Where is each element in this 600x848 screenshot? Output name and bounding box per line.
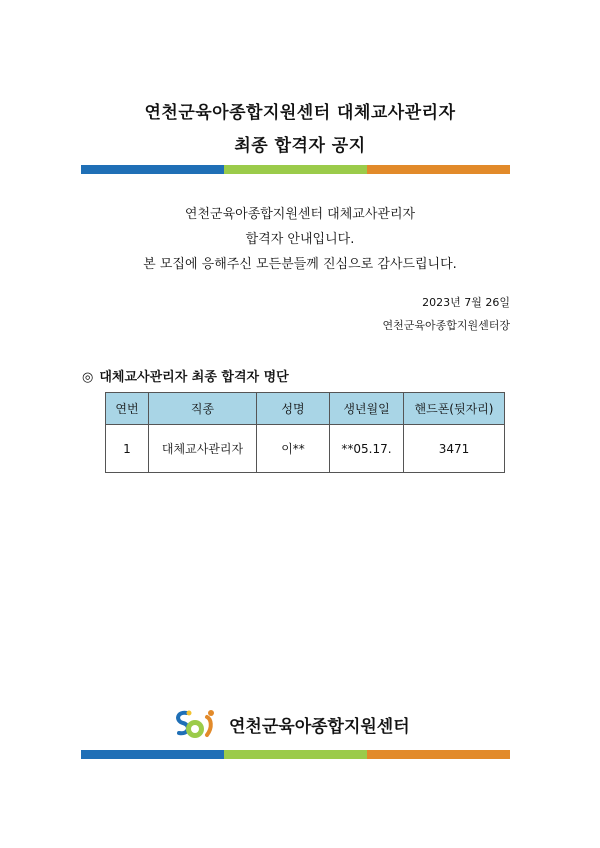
cell-phone: 3471 [404,425,505,473]
table-header-row [106,393,505,425]
body-line-3: 본 모집에 응해주신 모든분들께 진심으로 감사드립니다. [143,257,457,272]
cell-birthdate: **05.17. [330,425,404,473]
top-color-bar [81,165,510,174]
section-heading [82,366,289,385]
center-logo-icon [173,707,219,741]
bar-blue [81,750,224,759]
bar-orange [367,750,510,759]
footer-logo [173,707,410,741]
bottom-color-bar [81,750,510,759]
footer-org-name: 연천군육아종합지원센터 [229,716,410,737]
bar-green [224,165,367,174]
cell-job: 대체교사관리자 [149,425,257,473]
title-line-1: 연천군육아종합지원센터 대체교사관리자 [144,103,456,123]
bar-orange [367,165,510,174]
result-table [105,392,505,473]
section-title: 대체교사관리자 최종 합격자 명단 [99,370,289,385]
signatory-org: 연천군육아종합지원센터장 [382,319,510,332]
col-header-job: 직종 [149,393,257,425]
col-header-name: 성명 [257,393,330,425]
body-line-1: 연천군육아종합지원센터 대체교사관리자 [184,207,416,222]
col-header-phone: 핸드폰(뒷자리) [404,393,505,425]
bar-blue [81,165,224,174]
cell-name: 이** [257,425,330,473]
notice-date: 2023년 7월 26일 [422,296,510,309]
table-row [106,425,505,473]
col-header-birthdate: 생년월일 [330,393,404,425]
body-line-2: 합격자 안내입니다. [245,232,355,247]
title-line-2: 최종 합격자 공지 [234,136,366,156]
col-header-number: 연번 [106,393,149,425]
bullet-circle-icon: ◎ [82,370,94,385]
bar-green [224,750,367,759]
cell-number: 1 [106,425,149,473]
